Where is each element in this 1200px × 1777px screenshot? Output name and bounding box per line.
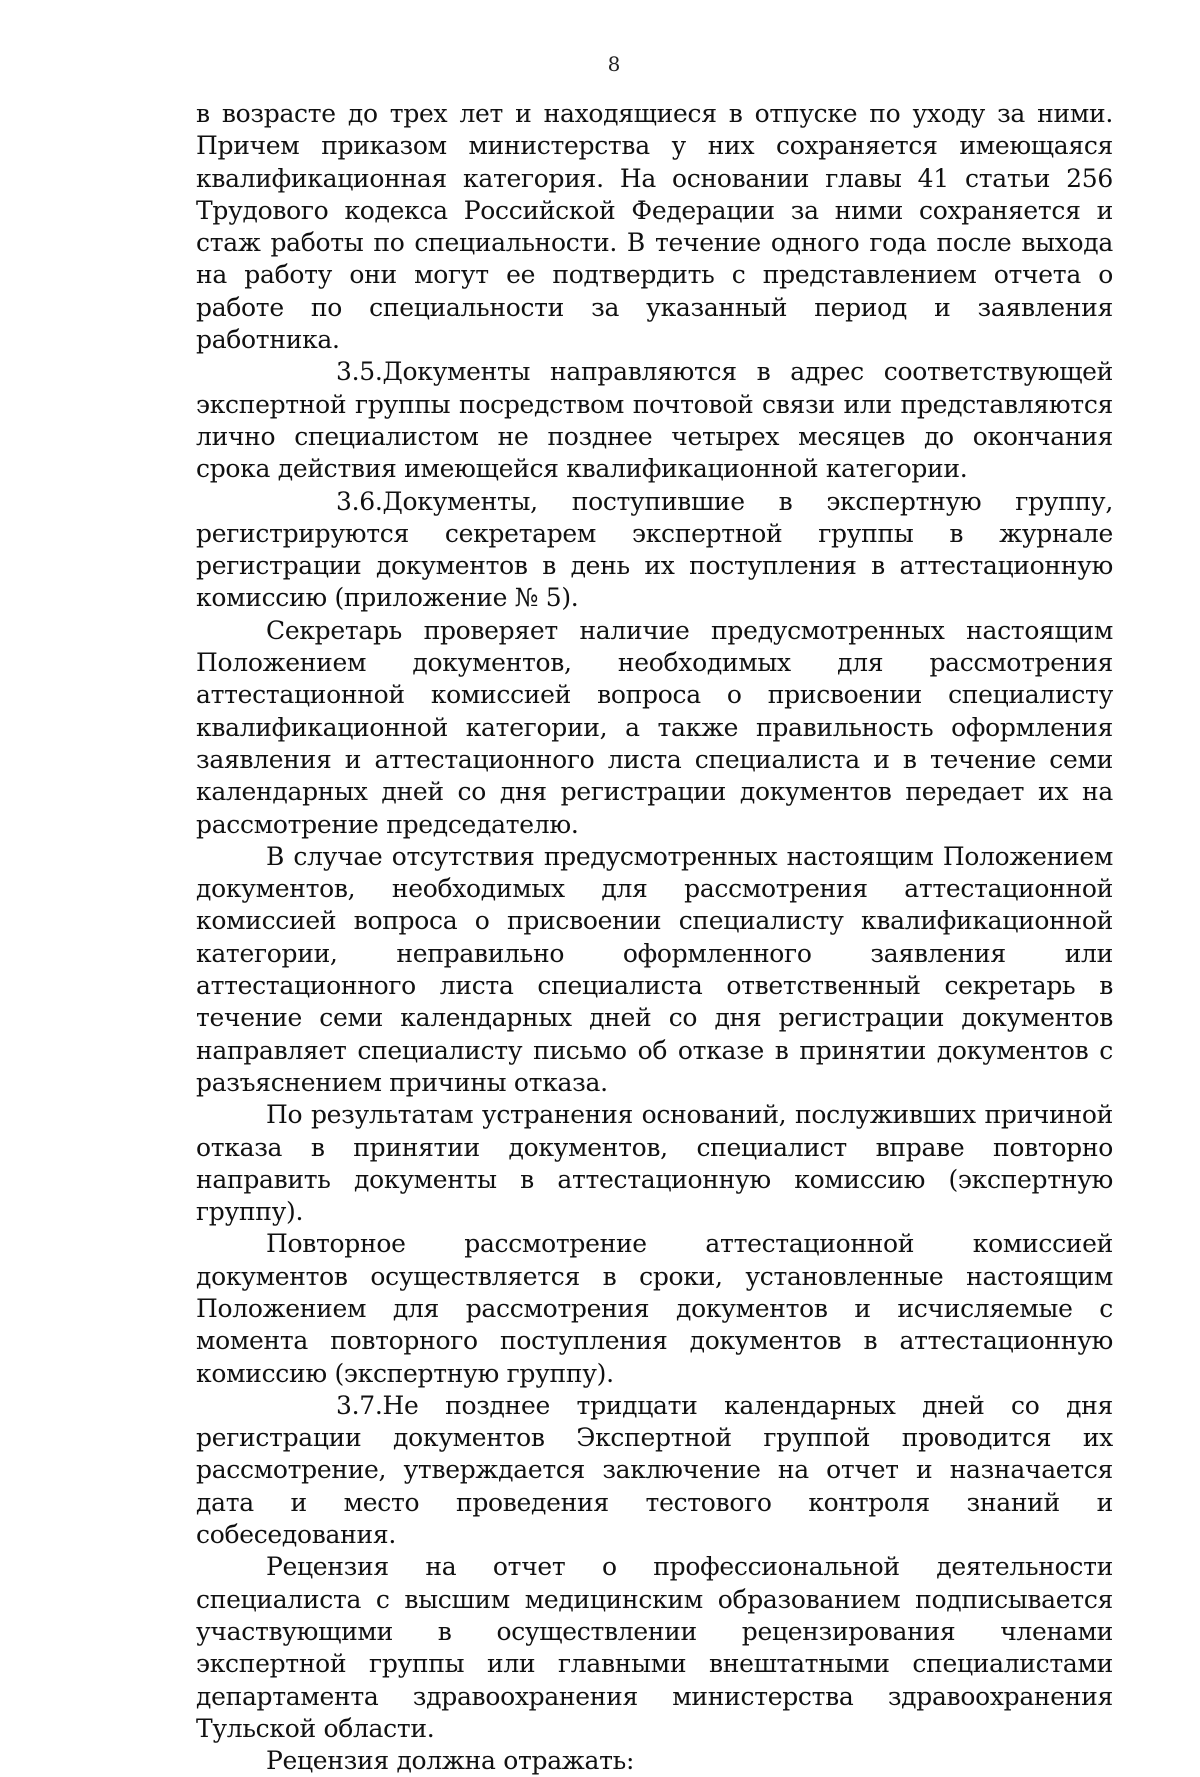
paragraph: По результатам устранения оснований, послуживших причиной отказа в принятии документов, специалист вправе повторно направить документы в аттестационную комиссию (экспертную группу). xyxy=(196,1100,1113,1227)
paragraph: Повторное рассмотрение аттестационной комиссией документов осуществляется в сроки, установленные настоящим Положением для рассмотрения документов и исчисляемые с момента повторного поступления документов в аттестационную комиссию (экспертную группу). xyxy=(196,1229,1113,1388)
page-number: 8 xyxy=(607,52,621,76)
paragraph: Рецензия должна отражать: xyxy=(266,1746,635,1776)
paragraph-3-6: 3.6.Документы, поступившие в экспертную группу, регистрируются секретарем экспертной группы в журнале регистрации документов в день их поступления в аттестационную комиссию (приложение № 5). xyxy=(196,486,1113,613)
clause-number: 3.7. xyxy=(336,1390,383,1420)
paragraph: Секретарь проверяет наличие предусмотренных настоящим Положением документов, необходимых для рассмотрения аттестационной комиссией вопроса о присвоении специалисту квалификационной категории, а также правильность оформления заявления и аттестационного листа специалиста и в течение семи календарных дней со дня регистрации документов передает их на рассмотрение председателю. xyxy=(196,615,1113,839)
paragraph-3-7: 3.7.Не позднее тридцати календарных дней со дня регистрации документов Экспертной группой проводится их рассмотрение, утверждается заключение на отчет и назначается дата и место проведения тестового контроля знаний и собеседования. xyxy=(196,1390,1113,1550)
paragraph: в возрасте до трех лет и находящиеся в отпуске по уходу за ними. Причем приказом министерства у них сохраняется имеющаяся квалификационная категория. На основании главы 41 статьи 256 Трудового кодекса Российской Федерации за ними сохраняется и стаж работы по специальности. В течение одного года после выхода на работу они могут ее подтвердить с представлением отчета о работе по специальности за указанный период и заявления работника. xyxy=(196,99,1113,355)
paragraph: Рецензия на отчет о профессиональной деятельности специалиста с высшим медицинским образованием подписывается участвующими в осуществлении рецензирования членами экспертной группы или главными внештатными специалистами департамента здравоохранения министерства здравоохранения Тульской области. xyxy=(196,1552,1113,1743)
paragraph-3-5: 3.5.Документы направляются в адрес соответствующей экспертной группы посредством почтовой связи или представляются лично специалистом не позднее четырех месяцев до окончания срока действия имеющейся квалификационной категории. xyxy=(196,357,1113,484)
document-body xyxy=(196,98,1113,1777)
clause-number: 3.6. xyxy=(336,486,383,516)
paragraph: В случае отсутствия предусмотренных настоящим Положением документов, необходимых для рассмотрения аттестационной комиссией вопроса о присвоении специалисту квалификационной категории, неправильно оформленного заявления или аттестационного листа специалиста ответственный секретарь в течение семи календарных дней со дня регистрации документов направляет специалисту письмо об отказе в принятии документов с разъяснением причины отказа. xyxy=(196,841,1113,1097)
clause-number: 3.5. xyxy=(336,357,383,387)
